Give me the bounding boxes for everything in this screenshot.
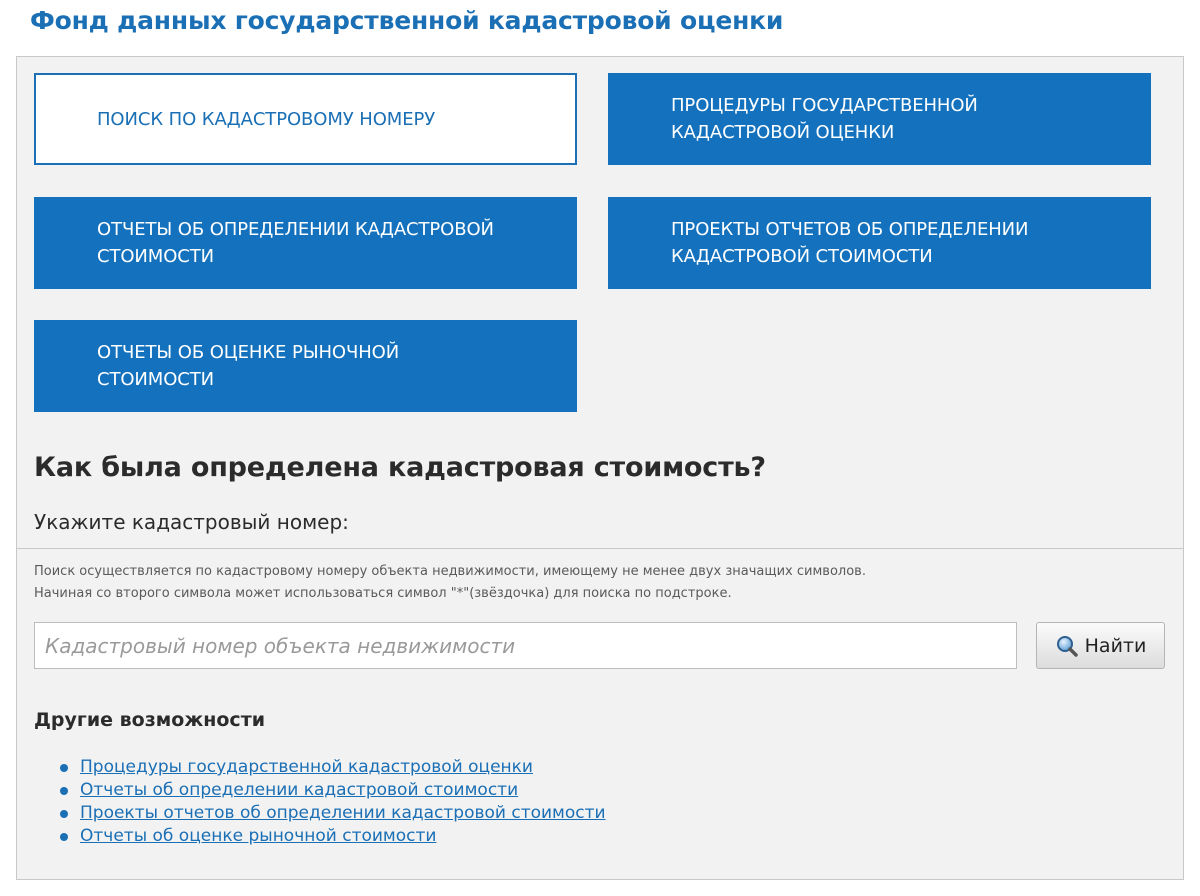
search-field-label: Укажите кадастровый номер: [34,510,349,534]
tile-search-by-cadastral-number[interactable] [34,73,577,165]
bullet-icon [60,787,68,795]
list-item [80,779,606,802]
bullet-icon [60,810,68,818]
tile-label: ПРОЦЕДУРЫ ГОСУДАРСТВЕННОЙ КАДАСТРОВОЙ ОЦЕНКИ [671,95,978,143]
tile-draft-valuation-reports[interactable] [608,197,1151,289]
link-market-value-reports[interactable]: Отчеты об оценке рыночной стоимости [80,826,437,846]
divider [17,548,1183,549]
bullet-icon [60,764,68,772]
search-button[interactable] [1036,622,1165,669]
link-draft-valuation-reports[interactable]: Проекты отчетов об определении кадастровой стоимости [80,803,606,823]
tile-label: ПРОЕКТЫ ОТЧЕТОВ ОБ ОПРЕДЕЛЕНИИ КАДАСТРОВОЙ СТОИМОСТИ [671,219,1029,267]
tile-label: ОТЧЕТЫ ОБ ОЦЕНКЕ РЫНОЧНОЙ СТОИМОСТИ [97,342,400,390]
list-item [80,825,606,848]
list-item [80,802,606,825]
search-hint-line-1: Поиск осуществляется по кадастровому номеру объекта недвижимости, имеющему не менее двух значащих символов. [34,564,866,579]
tile-market-value-reports[interactable] [34,320,577,412]
page-title: Фонд данных государственной кадастровой оценки [30,6,784,35]
tile-label: ПОИСК ПО КАДАСТРОВОМУ НОМЕРУ [97,108,436,130]
list-item [80,756,606,779]
cadastral-number-input[interactable] [34,622,1017,669]
content-panel [16,56,1184,880]
bullet-icon [60,833,68,841]
search-hint-line-2: Начиная со второго символа может использоваться символ "*"(звёздочка) для поиска по подстроке. [34,586,732,601]
tile-state-valuation-procedures[interactable] [608,73,1151,165]
search-button-label: Найти [1084,634,1147,657]
magnifier-icon [1055,634,1079,658]
link-state-valuation-procedures[interactable]: Процедуры государственной кадастровой оценки [80,757,533,777]
link-valuation-reports[interactable]: Отчеты об определении кадастровой стоимости [80,780,519,800]
section-heading: Как была определена кадастровая стоимость? [34,452,766,483]
tile-label: ОТЧЕТЫ ОБ ОПРЕДЕЛЕНИИ КАДАСТРОВОЙ СТОИМОСТИ [97,219,494,267]
tile-valuation-reports[interactable] [34,197,577,289]
other-options-list [34,756,606,848]
other-options-heading: Другие возможности [34,709,266,731]
